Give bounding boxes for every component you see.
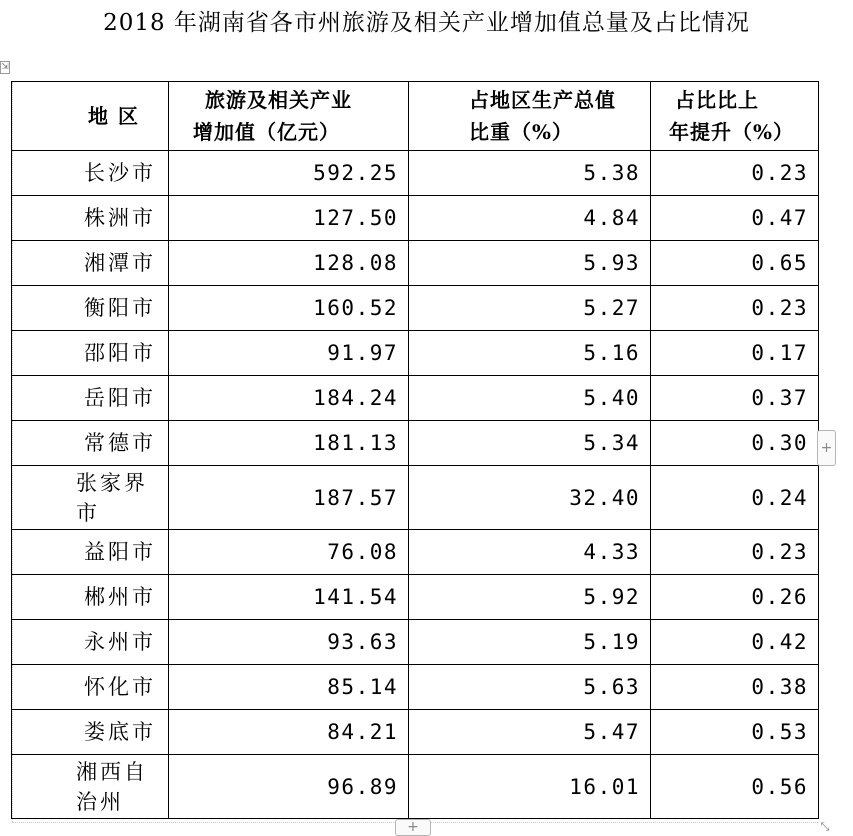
header-value-line1: 旅游及相关产业: [205, 88, 352, 112]
cell-increase[interactable]: 0.47: [651, 196, 819, 241]
page-title: 2018 年湖南省各市州旅游及相关产业增加值总量及占比情况: [103, 10, 750, 36]
cell-share[interactable]: 5.93: [409, 241, 651, 286]
table-move-handle-icon[interactable]: ⇲: [1, 62, 9, 72]
table-row: [12, 421, 819, 466]
cell-region[interactable]: 郴州市: [12, 575, 169, 620]
cell-value[interactable]: 96.89: [169, 755, 409, 819]
add-row-button[interactable]: +: [395, 819, 431, 836]
header-region[interactable]: 地区: [12, 82, 169, 151]
table-row: [12, 575, 819, 620]
header-share-line2: 比重（%）: [469, 120, 574, 144]
cell-region[interactable]: 衡阳市: [12, 286, 169, 331]
cell-share[interactable]: 16.01: [409, 755, 651, 819]
header-share-line1: 占地区生产总值: [469, 88, 616, 112]
cell-region[interactable]: 株洲市: [12, 196, 169, 241]
cell-share[interactable]: 5.19: [409, 620, 651, 665]
cell-share[interactable]: 5.27: [409, 286, 651, 331]
cell-region[interactable]: 长沙市: [12, 151, 169, 196]
cell-share[interactable]: 5.92: [409, 575, 651, 620]
table-row: [12, 376, 819, 421]
table-row: [12, 620, 819, 665]
cell-increase[interactable]: 0.30: [651, 421, 819, 466]
cell-increase[interactable]: 0.23: [651, 151, 819, 196]
table-row: [12, 665, 819, 710]
cell-value[interactable]: 592.25: [169, 151, 409, 196]
header-increase-line2: 年提升（%）: [669, 120, 795, 144]
cell-value[interactable]: 187.57: [169, 466, 409, 530]
cell-share[interactable]: 5.16: [409, 331, 651, 376]
cell-value[interactable]: 141.54: [169, 575, 409, 620]
table-row: [12, 151, 819, 196]
cell-value[interactable]: 91.97: [169, 331, 409, 376]
table-resize-handle-icon[interactable]: ⤡: [820, 820, 830, 833]
table-row: [12, 466, 819, 530]
header-share[interactable]: [409, 82, 651, 151]
cell-region[interactable]: 娄底市: [12, 710, 169, 755]
data-table: [11, 81, 819, 819]
cell-increase[interactable]: 0.17: [651, 331, 819, 376]
cell-region[interactable]: 湘潭市: [12, 241, 169, 286]
cell-value[interactable]: 160.52: [169, 286, 409, 331]
cell-increase[interactable]: 0.38: [651, 665, 819, 710]
cell-value[interactable]: 93.63: [169, 620, 409, 665]
cell-increase[interactable]: 0.26: [651, 575, 819, 620]
table-row: [12, 286, 819, 331]
table-row: [12, 530, 819, 575]
cell-share[interactable]: 4.33: [409, 530, 651, 575]
table-row: [12, 196, 819, 241]
header-increase-line1: 占比比上: [675, 88, 759, 112]
cell-increase[interactable]: 0.24: [651, 466, 819, 530]
cell-value[interactable]: 181.13: [169, 421, 409, 466]
cell-share[interactable]: 5.40: [409, 376, 651, 421]
cell-region[interactable]: 常德市: [12, 421, 169, 466]
cell-increase[interactable]: 0.56: [651, 755, 819, 819]
cell-region[interactable]: 益阳市: [12, 530, 169, 575]
add-column-button[interactable]: +: [817, 430, 836, 466]
cell-value[interactable]: 128.08: [169, 241, 409, 286]
cell-value[interactable]: 84.21: [169, 710, 409, 755]
cell-share[interactable]: 5.34: [409, 421, 651, 466]
cell-region[interactable]: 邵阳市: [12, 331, 169, 376]
table-row: [12, 755, 819, 819]
header-row: [12, 82, 819, 151]
cell-region[interactable]: 永州市: [12, 620, 169, 665]
cell-region[interactable]: 岳阳市: [12, 376, 169, 421]
cell-increase[interactable]: 0.37: [651, 376, 819, 421]
cell-increase[interactable]: 0.42: [651, 620, 819, 665]
header-increase[interactable]: [651, 82, 819, 151]
table-row: [12, 710, 819, 755]
table-row: [12, 241, 819, 286]
cell-share[interactable]: 4.84: [409, 196, 651, 241]
cell-region[interactable]: 湘西自治州: [12, 755, 169, 819]
cell-value[interactable]: 85.14: [169, 665, 409, 710]
cell-share[interactable]: 32.40: [409, 466, 651, 530]
cell-value[interactable]: 127.50: [169, 196, 409, 241]
cell-increase[interactable]: 0.65: [651, 241, 819, 286]
cell-share[interactable]: 5.63: [409, 665, 651, 710]
cell-region[interactable]: 张家界市: [12, 466, 169, 530]
cell-value[interactable]: 76.08: [169, 530, 409, 575]
table-row: [12, 331, 819, 376]
cell-share[interactable]: 5.38: [409, 151, 651, 196]
header-value[interactable]: [169, 82, 409, 151]
cell-increase[interactable]: 0.23: [651, 530, 819, 575]
cell-value[interactable]: 184.24: [169, 376, 409, 421]
cell-share[interactable]: 5.47: [409, 710, 651, 755]
cell-increase[interactable]: 0.23: [651, 286, 819, 331]
cell-region[interactable]: 怀化市: [12, 665, 169, 710]
cell-increase[interactable]: 0.53: [651, 710, 819, 755]
header-value-line2: 增加值（亿元）: [193, 120, 340, 144]
